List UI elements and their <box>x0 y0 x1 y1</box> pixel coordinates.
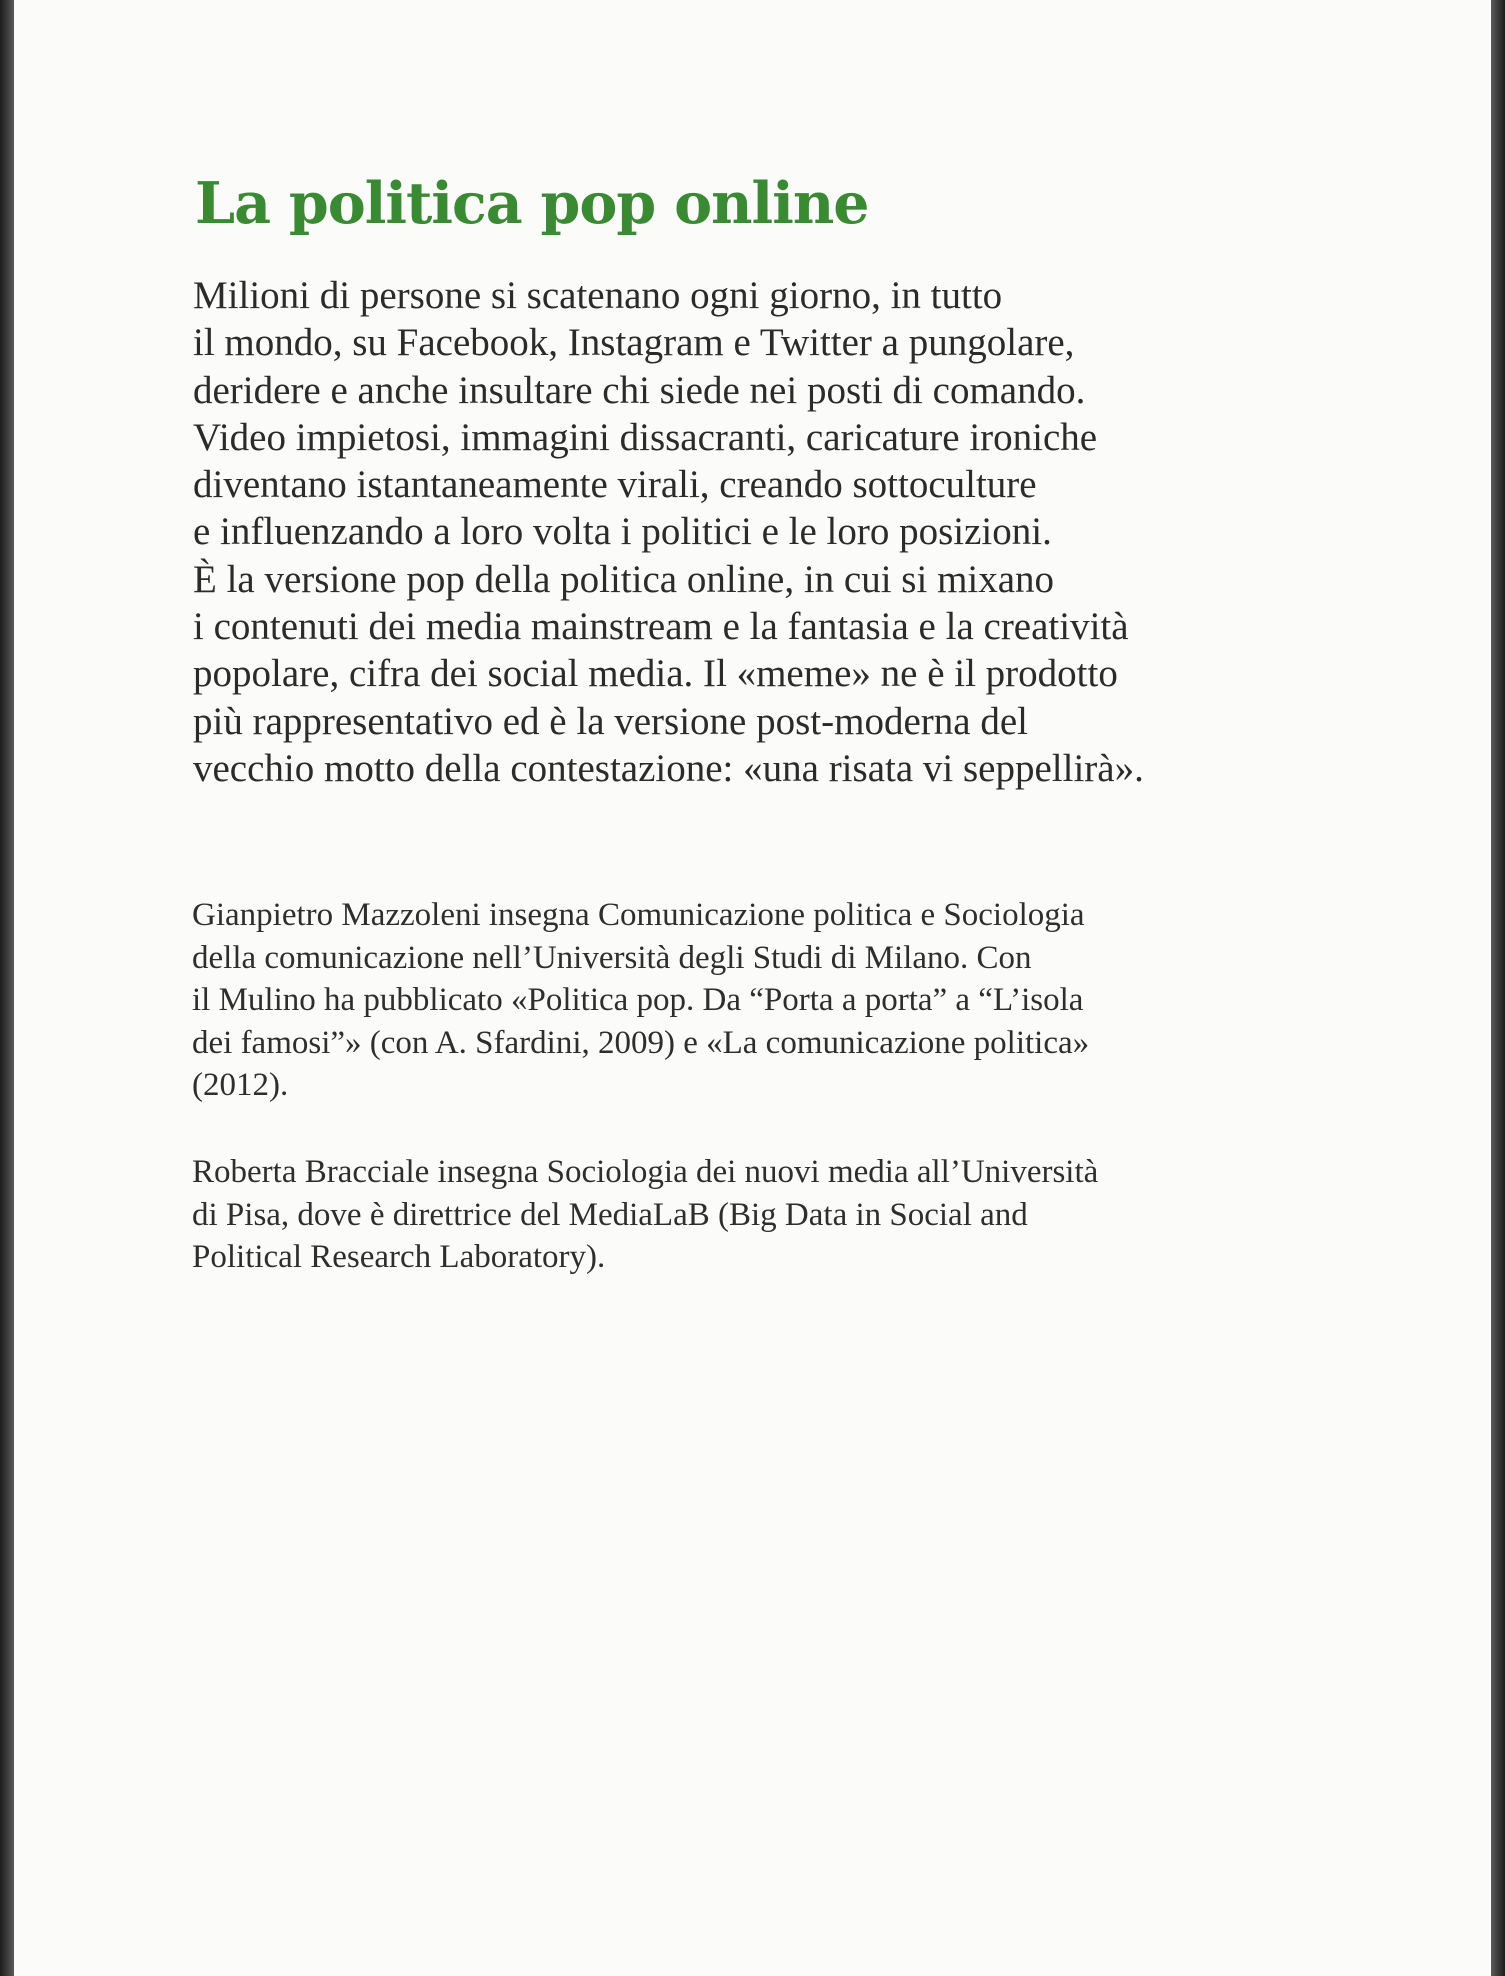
bio-line: (2012). <box>192 1067 289 1103</box>
blurb-paragraph <box>193 272 1353 792</box>
blurb-line: e influenzando a loro volta i politici e le loro posizioni. <box>193 510 1052 554</box>
bio-line: Political Research Laboratory). <box>192 1239 606 1275</box>
bio-line: Roberta Bracciale insegna Sociologia dei nuovi media all’Università <box>192 1154 1099 1190</box>
blurb-line: Video impietosi, immagini dissacranti, caricature ironiche <box>193 415 1098 459</box>
blurb-line: Milioni di persone si scatenano ogni giorno, in tutto <box>193 274 1003 317</box>
scan-edge-right <box>1491 0 1505 1976</box>
blurb-line: popolare, cifra dei social media. Il «meme» ne è il prodotto <box>193 652 1118 696</box>
back-cover-page <box>14 0 1491 1976</box>
blurb-line: più rappresentativo ed è la versione post-moderna del <box>193 699 1028 743</box>
author-bio-bracciale <box>192 1151 1352 1279</box>
blurb-line: deridere e anche insultare chi siede nei posti di comando. <box>193 368 1086 412</box>
page-title: La politica pop online <box>195 170 869 237</box>
bio-line: dei famosi”» (con A. Sfardini, 2009) e «La comunicazione politica» <box>192 1024 1090 1061</box>
blurb-line: il mondo, su Facebook, Instagram e Twitter a pungolare, <box>193 321 1075 365</box>
bio-line: Gianpietro Mazzoleni insegna Comunicazione politica e Sociologia <box>192 897 1085 933</box>
blurb-line: vecchio motto della contestazione: «una risata vi seppellirà». <box>193 746 1144 790</box>
blurb-line: È la versione pop della politica online, in cui si mixano <box>193 557 1055 601</box>
blurb-line: diventano istantaneamente virali, creando sottoculture <box>193 463 1037 507</box>
blurb-line: i contenuti dei media mainstream e la fantasia e la creatività <box>193 605 1129 649</box>
author-bio-mazzoleni <box>192 894 1352 1107</box>
scan-edge-left <box>0 0 14 1976</box>
bio-line: di Pisa, dove è direttrice del MediaLaB (Big Data in Social and <box>192 1196 1028 1233</box>
bio-line: della comunicazione nell’Università degli Studi di Milano. Con <box>192 939 1032 976</box>
bio-line: il Mulino ha pubblicato «Politica pop. Da “Porta a porta” a “L’isola <box>192 982 1084 1018</box>
